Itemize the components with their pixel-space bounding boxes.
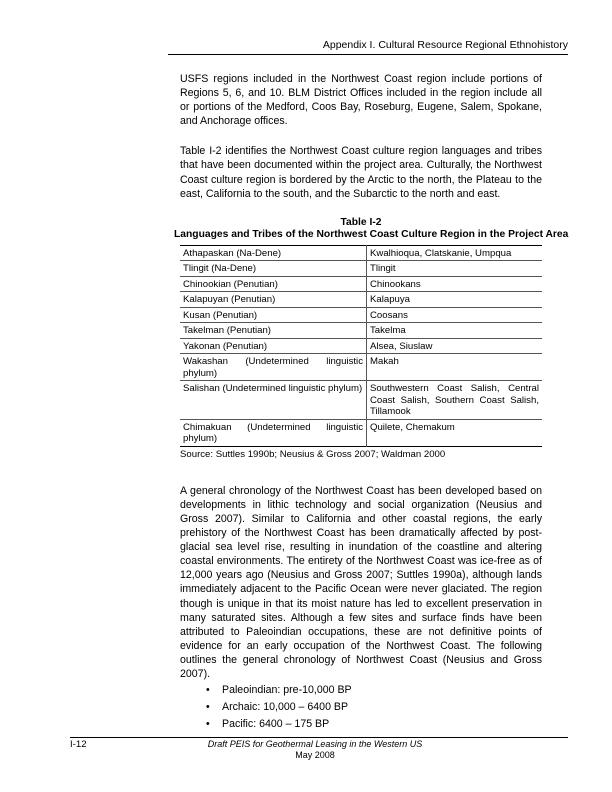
- tribes-cell: Makah: [367, 354, 543, 381]
- language-cell: Yakonan (Penutian): [180, 338, 367, 354]
- table-row: [180, 261, 542, 277]
- paragraph-usfs-regions: USFS regions included in the Northwest Coast region include portions of Regions 5, 6, and 10. BLM District Offices included in the region include all or portions of the Medford, Coos Bay, Roseburg, Eugene, Salem, Spokane, and Anchorage offices.: [180, 73, 542, 128]
- tribes-cell: Tlingit: [367, 261, 543, 277]
- paragraph-chronology: A general chronology of the Northwest Coast has been developed based on developments in lithic technology and social organization (Neusius and Gross 2007). Similar to California and other coastal regions, the early prehistory of the Northwest Coast has been dramatically affected by post-glacial sea level rise, resulting in inundation of the coastline and altering coastal environments. The entirety of the Northwest Coast was ice-free as of 12,000 years ago (Neusius and Gross 2007; Suttles 1990a), although lands immediately adjacent to the Pacific Ocean were never glaciated. The region though is unique in that its moist nature has led to excellent preservation in many saturated sites. Although a few sites and surface finds have been attributed to Paleoindian occupations, these are not definitive points of evidence for an early occupation of the Northwest Coast. The following outlines the general chronology of Northwest Coast (Neusius and Gross 2007).: [180, 484, 542, 680]
- list-item: [206, 718, 542, 731]
- page-number: I-12: [70, 739, 87, 750]
- language-cell: Tlingit (Na-Dene): [180, 261, 367, 277]
- paragraph-table-intro: Table I-2 identifies the Northwest Coast culture region languages and tribes that have been documented within the project area. Culturally, the Northwest Coast culture region is bordered by the Arctic to the north, the Plateau to the east, California to the south, and the Subarctic to the north and east.: [180, 145, 542, 200]
- language-cell: Athapaskan (Na-Dene): [180, 245, 367, 261]
- language-cell: Takelman (Penutian): [180, 323, 367, 339]
- table-number: Table I-2: [340, 216, 382, 228]
- language-cell: Kalapuyan (Penutian): [180, 292, 367, 308]
- table-row: [180, 419, 542, 446]
- language-cell: Salishan (Undetermined linguistic phylum): [180, 381, 367, 420]
- table-row: [180, 292, 542, 308]
- table-caption: [174, 216, 569, 242]
- languages-table: [180, 245, 542, 447]
- table-row: [180, 276, 542, 292]
- table-source: Source: Suttles 1990b; Neusius & Gross 2007; Waldman 2000: [180, 448, 446, 460]
- table-title: Languages and Tribes of the Northwest Coast Culture Region in the Project Area: [174, 229, 569, 241]
- tribes-cell: Coosans: [367, 307, 543, 323]
- language-cell: Chinookian (Penutian): [180, 276, 367, 292]
- tribes-cell: Kalapuya: [367, 292, 543, 308]
- footer-date: May 2008: [295, 750, 335, 760]
- footer-rule: [70, 737, 568, 738]
- chronology-item: Pacific: 6400 – 175 BP: [222, 718, 330, 731]
- list-item: [206, 684, 542, 697]
- tribes-cell: Alsea, Siuslaw: [367, 338, 543, 354]
- language-cell: Kusan (Penutian): [180, 307, 367, 323]
- bullet-icon: •: [206, 684, 210, 697]
- tribes-cell: Southwestern Coast Salish, Central Coast Salish, Southern Coast Salish, Tillamook: [367, 381, 543, 420]
- tribes-cell: Chinookans: [367, 276, 543, 292]
- tribes-cell: Quilete, Chemakum: [367, 419, 543, 446]
- chronology-item: Paleoindian: pre-10,000 BP: [222, 684, 352, 697]
- language-cell: Chimakuan (Undetermined linguistic phylum): [180, 419, 367, 446]
- tribes-cell: Takelma: [367, 323, 543, 339]
- language-cell: Wakashan (Undetermined linguistic phylum): [180, 354, 367, 381]
- footer-document-title: Draft PEIS for Geothermal Leasing in the Western US: [207, 739, 423, 749]
- running-header: Appendix I. Cultural Resource Regional Ethnohistory: [322, 39, 568, 51]
- page-content: [174, 72, 569, 735]
- bullet-icon: •: [206, 701, 210, 714]
- table-row: [180, 381, 542, 420]
- table-row: [180, 323, 542, 339]
- table-row: [180, 307, 542, 323]
- table-row: [180, 354, 542, 381]
- bullet-icon: •: [206, 718, 210, 731]
- tribes-cell: Kwalhioqua, Clatskanie, Umpqua: [370, 247, 512, 259]
- header-rule: [168, 54, 568, 55]
- chronology-item: Archaic: 10,000 – 6400 BP: [222, 701, 349, 714]
- table-row: [180, 338, 542, 354]
- chronology-list: [180, 684, 542, 731]
- table-row: [180, 245, 542, 261]
- list-item: [206, 701, 542, 714]
